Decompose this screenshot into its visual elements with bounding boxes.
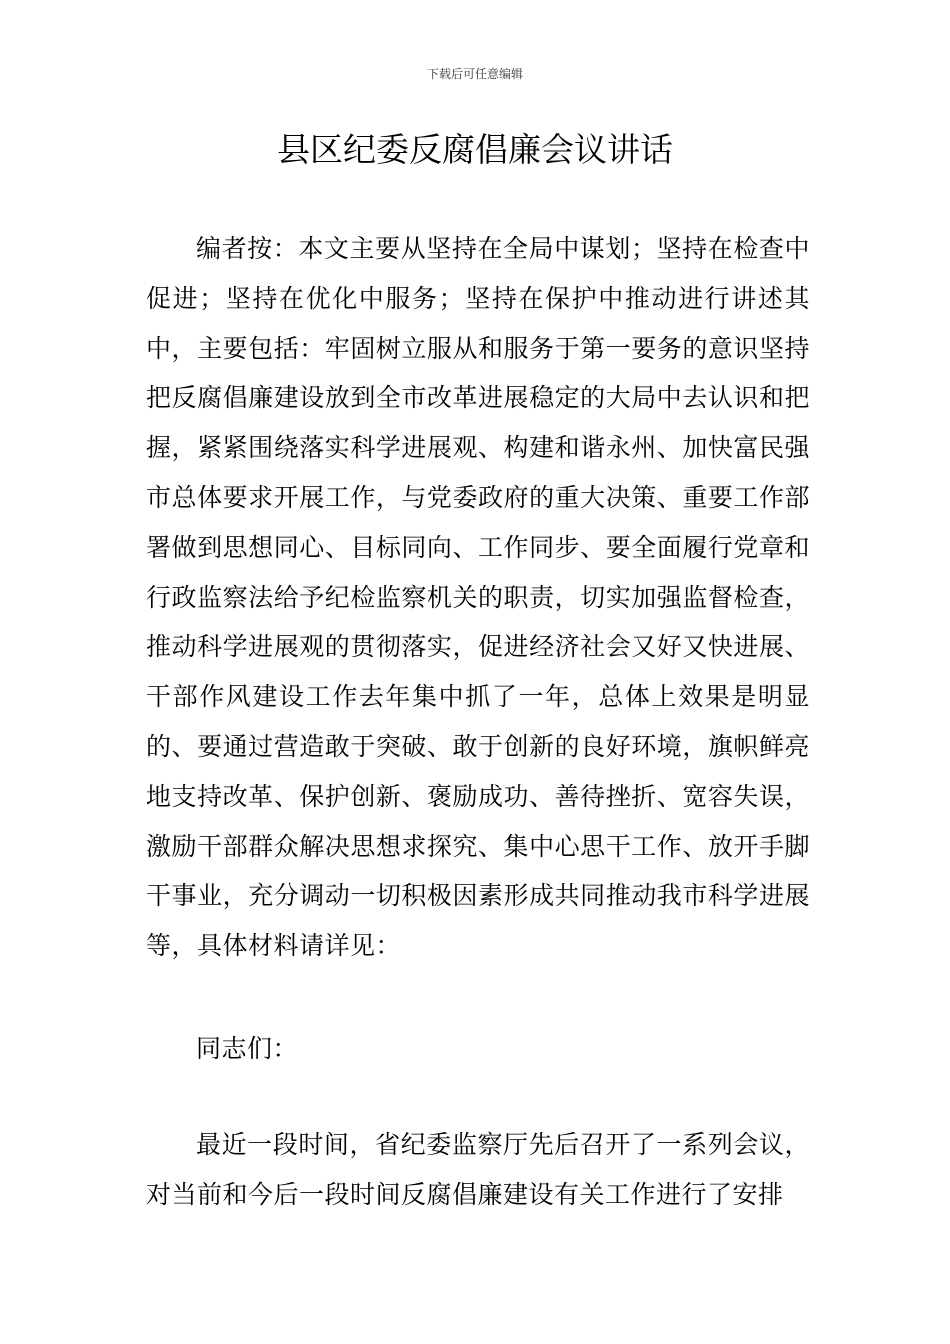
document-title: 县区纪委反腐倡廉会议讲话 — [277, 130, 673, 169]
header-note: 下载后可任意编辑 — [426, 67, 523, 81]
salutation-paragraph: 同志们： — [196, 1034, 299, 1063]
body-paragraph: 最近一段时间，省纪委监察厅先后召开了一系列会议，对当前和今后一段时间反腐倡廉建设有关工作进行了安排 — [146, 1130, 810, 1209]
editor-note-paragraph: 编者按：本文主要从坚持在全局中谋划；坚持在检查中促进；坚持在优化中服务；坚持在保护中推动进行讲述其中，主要包括：牢固树立服从和服务于第一要务的意识坚持把反腐倡廉建设放到全市改革进展稳定的大局中去认识和把握，紧紧围绕落实科学进展观、构建和谐永州、加快富民强市总体要求开展工作，与党委政府的重大决策、重要工作部署做到思想同心、目标同向、工作同步、要全面履行党章和行政监察法给予纪检监察机关的职责，切实加强监督检查，推动科学进展观的贯彻落实，促进经济社会又好又快进展、干部作风建设工作去年集中抓了一年，总体上效果是明显的、要通过营造敢于突破、敢于创新的良好环境，旗帜鲜亮地支持改革、保护创新、褒励成功、善待挫折、宽容失误，激励干部群众解决思想求探究、集中心思干工作、放开手脚干事业，充分调动一切积极因素形成共同推动我市科学进展等，具体材料请详见： — [146, 234, 810, 961]
